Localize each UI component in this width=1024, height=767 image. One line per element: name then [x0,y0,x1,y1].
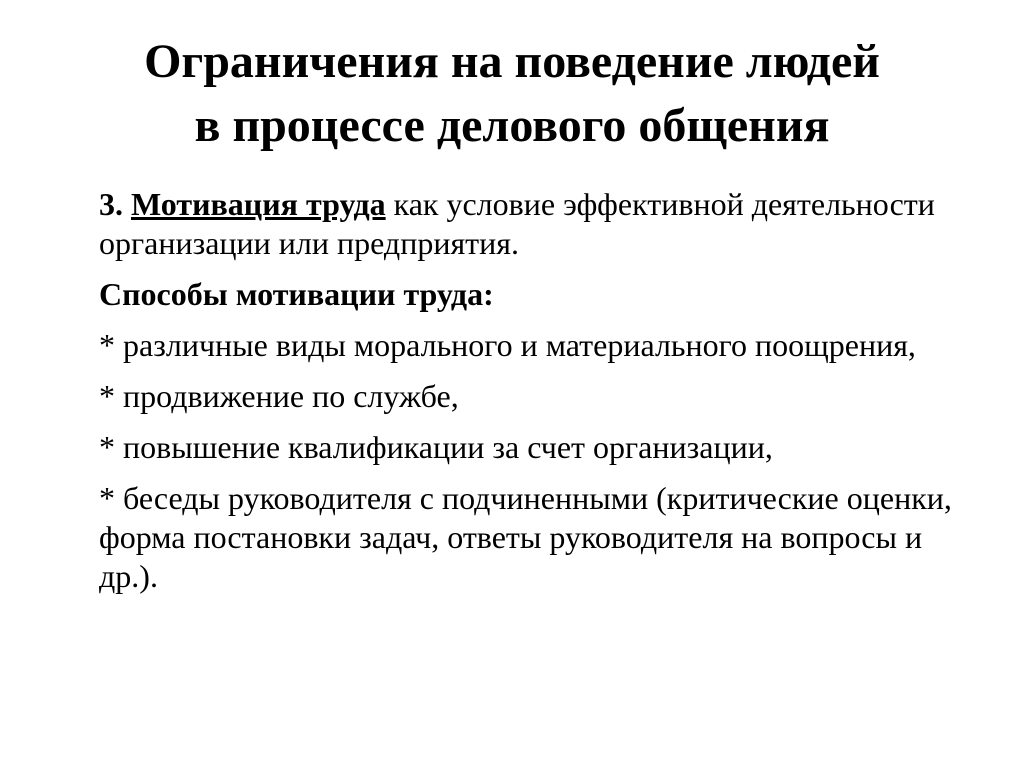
list-item: * повышение квалификации за счет организации, [99,429,773,465]
intro-text: как условие эффективной деятельности организации или предприятия. [99,186,935,261]
intro-paragraph [99,185,979,263]
key-term: Мотивация труда [131,186,386,222]
list-item: * различные виды морального и материального поощрения, [99,327,916,363]
list-item: * продвижение по службе, [99,378,459,414]
slide-body [99,185,979,608]
methods-heading: Способы мотивации труда: [99,276,494,312]
title-line-1: Ограничения на поведение людей [144,35,880,88]
slide-title [40,30,984,158]
title-line-2: в процессе делового общения [194,99,830,152]
item-number: 3. [99,186,123,222]
list-item: * беседы руководителя с подчиненными (критические оценки, форма постановки задач, ответы руководителя на вопросы и др.). [99,480,952,594]
